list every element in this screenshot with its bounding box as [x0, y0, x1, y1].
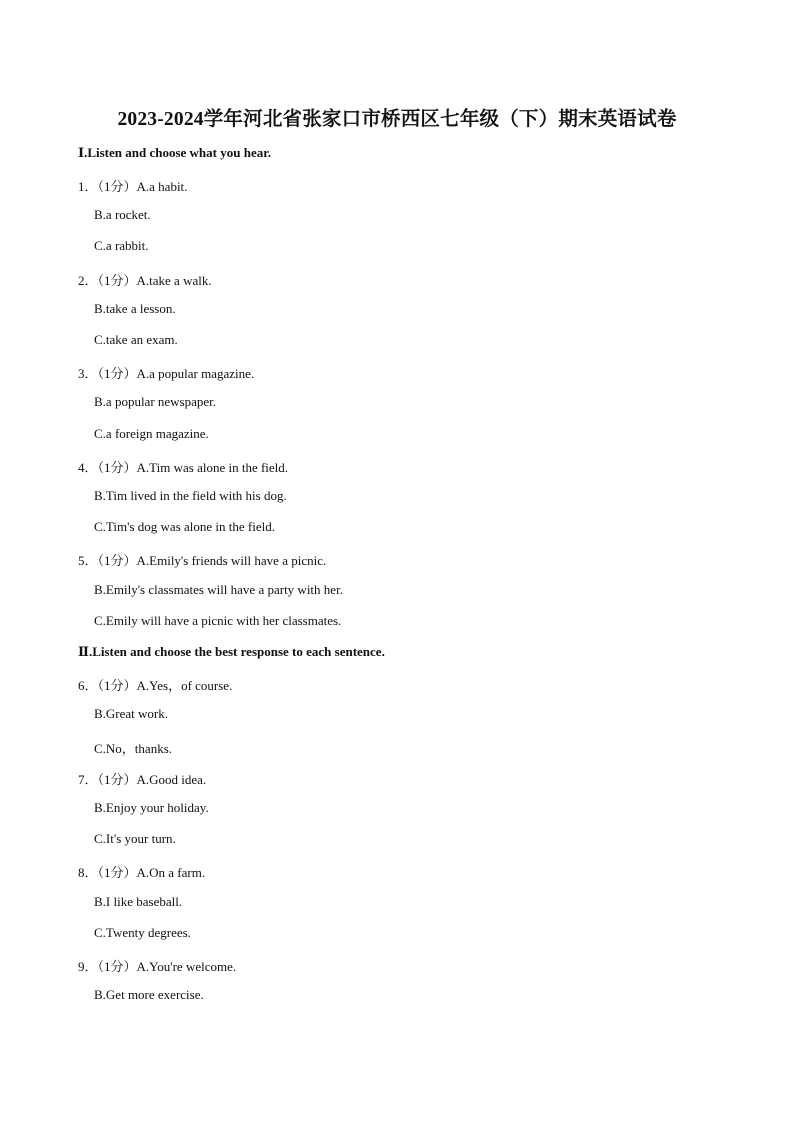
question-1 [78, 176, 187, 195]
question-number: 6．（1分） [78, 678, 137, 693]
question-number: 8．（1分） [78, 865, 137, 880]
section-1-heading: Ⅰ.Listen and choose what you hear. [78, 145, 272, 160]
question-7 [78, 769, 206, 788]
section-2-heading: Ⅱ.Listen and choose the best response to each sentence. [78, 644, 385, 659]
option-b: B.I like baseball. [94, 894, 183, 909]
question-2 [78, 270, 212, 289]
question-number: 9．（1分） [78, 959, 137, 974]
option-b: B.Enjoy your holiday. [94, 800, 209, 815]
option-a: A.You're welcome. [136, 959, 237, 974]
question-6 [78, 675, 232, 694]
option-b: B.Tim lived in the field with his dog. [94, 488, 287, 503]
question-4 [78, 457, 288, 476]
option-a: A.Yes，of course. [136, 678, 233, 693]
option-c: C.Emily will have a picnic with her classmates. [94, 613, 342, 628]
option-a: A.Emily's friends will have a picnic. [136, 553, 327, 568]
option-a: A.Tim was alone in the field. [136, 460, 289, 475]
option-c: C.a foreign magazine. [94, 426, 209, 441]
question-5 [78, 550, 326, 569]
option-c: C.No，thanks. [94, 741, 173, 756]
question-8 [78, 862, 205, 881]
option-b: B.Get more exercise. [94, 987, 204, 1002]
question-number: 1．（1分） [78, 179, 137, 194]
option-a: A.a habit. [136, 179, 188, 194]
option-c: C.take an exam. [94, 332, 178, 347]
option-b: B.a popular newspaper. [94, 394, 217, 409]
option-b: B.Great work. [94, 706, 169, 721]
option-b: B.a rocket. [94, 207, 151, 222]
question-number: 7．（1分） [78, 772, 137, 787]
option-c: C.Tim's dog was alone in the field. [94, 519, 275, 534]
option-a: A.Good idea. [136, 772, 207, 787]
exam-title: 2023-2024学年河北省张家口市桥西区七年级（下）期末英语试卷 [117, 109, 677, 130]
option-b: B.Emily's classmates will have a party with her. [94, 582, 343, 597]
option-c: C.It's your turn. [94, 831, 176, 846]
question-number: 5．（1分） [78, 553, 137, 568]
option-c: C.a rabbit. [94, 238, 149, 253]
option-b: B.take a lesson. [94, 301, 176, 316]
question-9 [78, 956, 236, 975]
question-number: 2．（1分） [78, 273, 137, 288]
question-3 [78, 363, 254, 382]
option-a: A.a popular magazine. [136, 366, 255, 381]
option-a: A.On a farm. [136, 865, 206, 880]
question-number: 3．（1分） [78, 366, 137, 381]
question-number: 4．（1分） [78, 460, 137, 475]
option-c: C.Twenty degrees. [94, 925, 191, 940]
option-a: A.take a walk. [136, 273, 212, 288]
